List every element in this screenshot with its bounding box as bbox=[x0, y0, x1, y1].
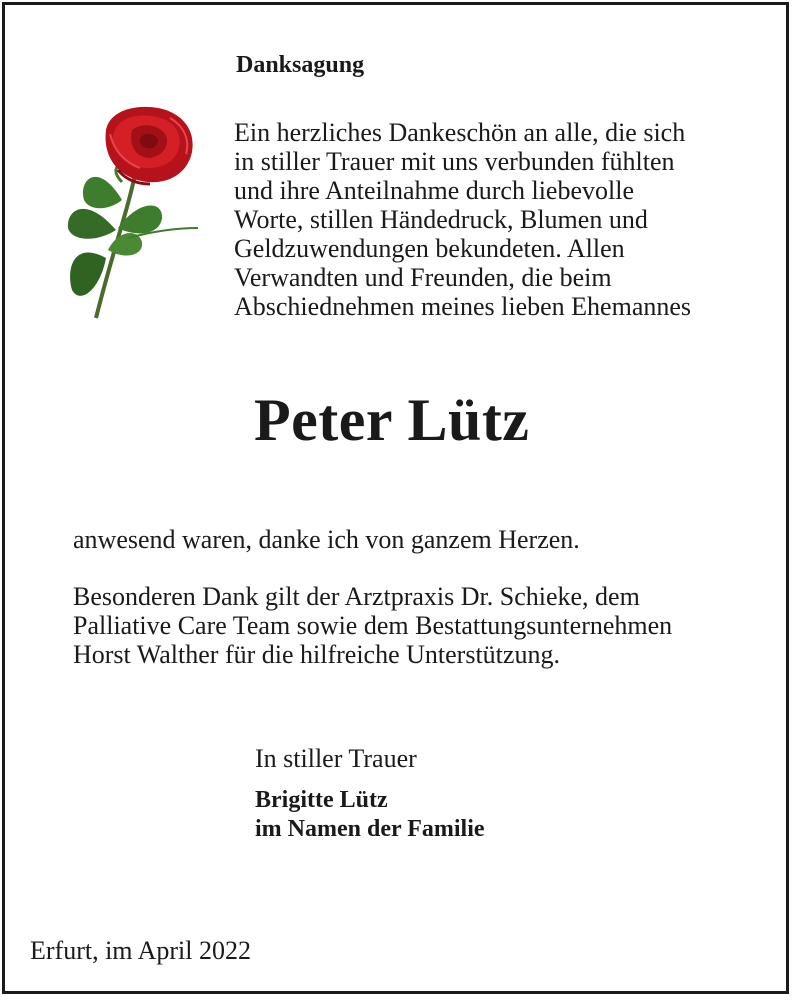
deceased-name: Peter Lütz bbox=[254, 387, 530, 453]
paragraph-line: Besonderen Dank gilt der Arztpraxis Dr. Schieke, dem bbox=[73, 582, 640, 611]
signature-block bbox=[255, 786, 485, 844]
rose-icon bbox=[58, 100, 208, 322]
notice-title: Danksagung bbox=[236, 52, 365, 78]
intro-line: Ein herzliches Dankeschön an alle, die sich bbox=[234, 118, 686, 147]
paragraph-line: anwesend waren, danke ich von ganzem Herzen. bbox=[73, 525, 580, 554]
intro-line: Worte, stillen Händedruck, Blumen und bbox=[234, 205, 648, 234]
paragraph-special-thanks bbox=[73, 582, 672, 669]
signature-name: Brigitte Lütz bbox=[255, 787, 388, 813]
intro-line: in stiller Trauer mit uns verbunden fühlten bbox=[234, 147, 675, 176]
paragraph-thanks bbox=[73, 525, 580, 554]
intro-line: Verwandten und Freunden, die beim bbox=[234, 263, 612, 292]
signature-intro: In stiller Trauer bbox=[255, 744, 417, 773]
intro-line: Geldzuwendungen bekundeten. Allen bbox=[234, 234, 625, 263]
place-date: Erfurt, im April 2022 bbox=[30, 936, 251, 965]
intro-line: Abschiednehmen meines lieben Ehemannes bbox=[234, 292, 692, 321]
paragraph-line: Palliative Care Team sowie dem Bestattungsunternehmen bbox=[73, 611, 673, 640]
intro-text bbox=[234, 118, 691, 321]
paragraph-line: Horst Walther für die hilfreiche Unterstützung. bbox=[73, 640, 560, 669]
signature-family: im Namen der Familie bbox=[255, 816, 485, 842]
intro-line: und ihre Anteilnahme durch liebevolle bbox=[234, 176, 634, 205]
